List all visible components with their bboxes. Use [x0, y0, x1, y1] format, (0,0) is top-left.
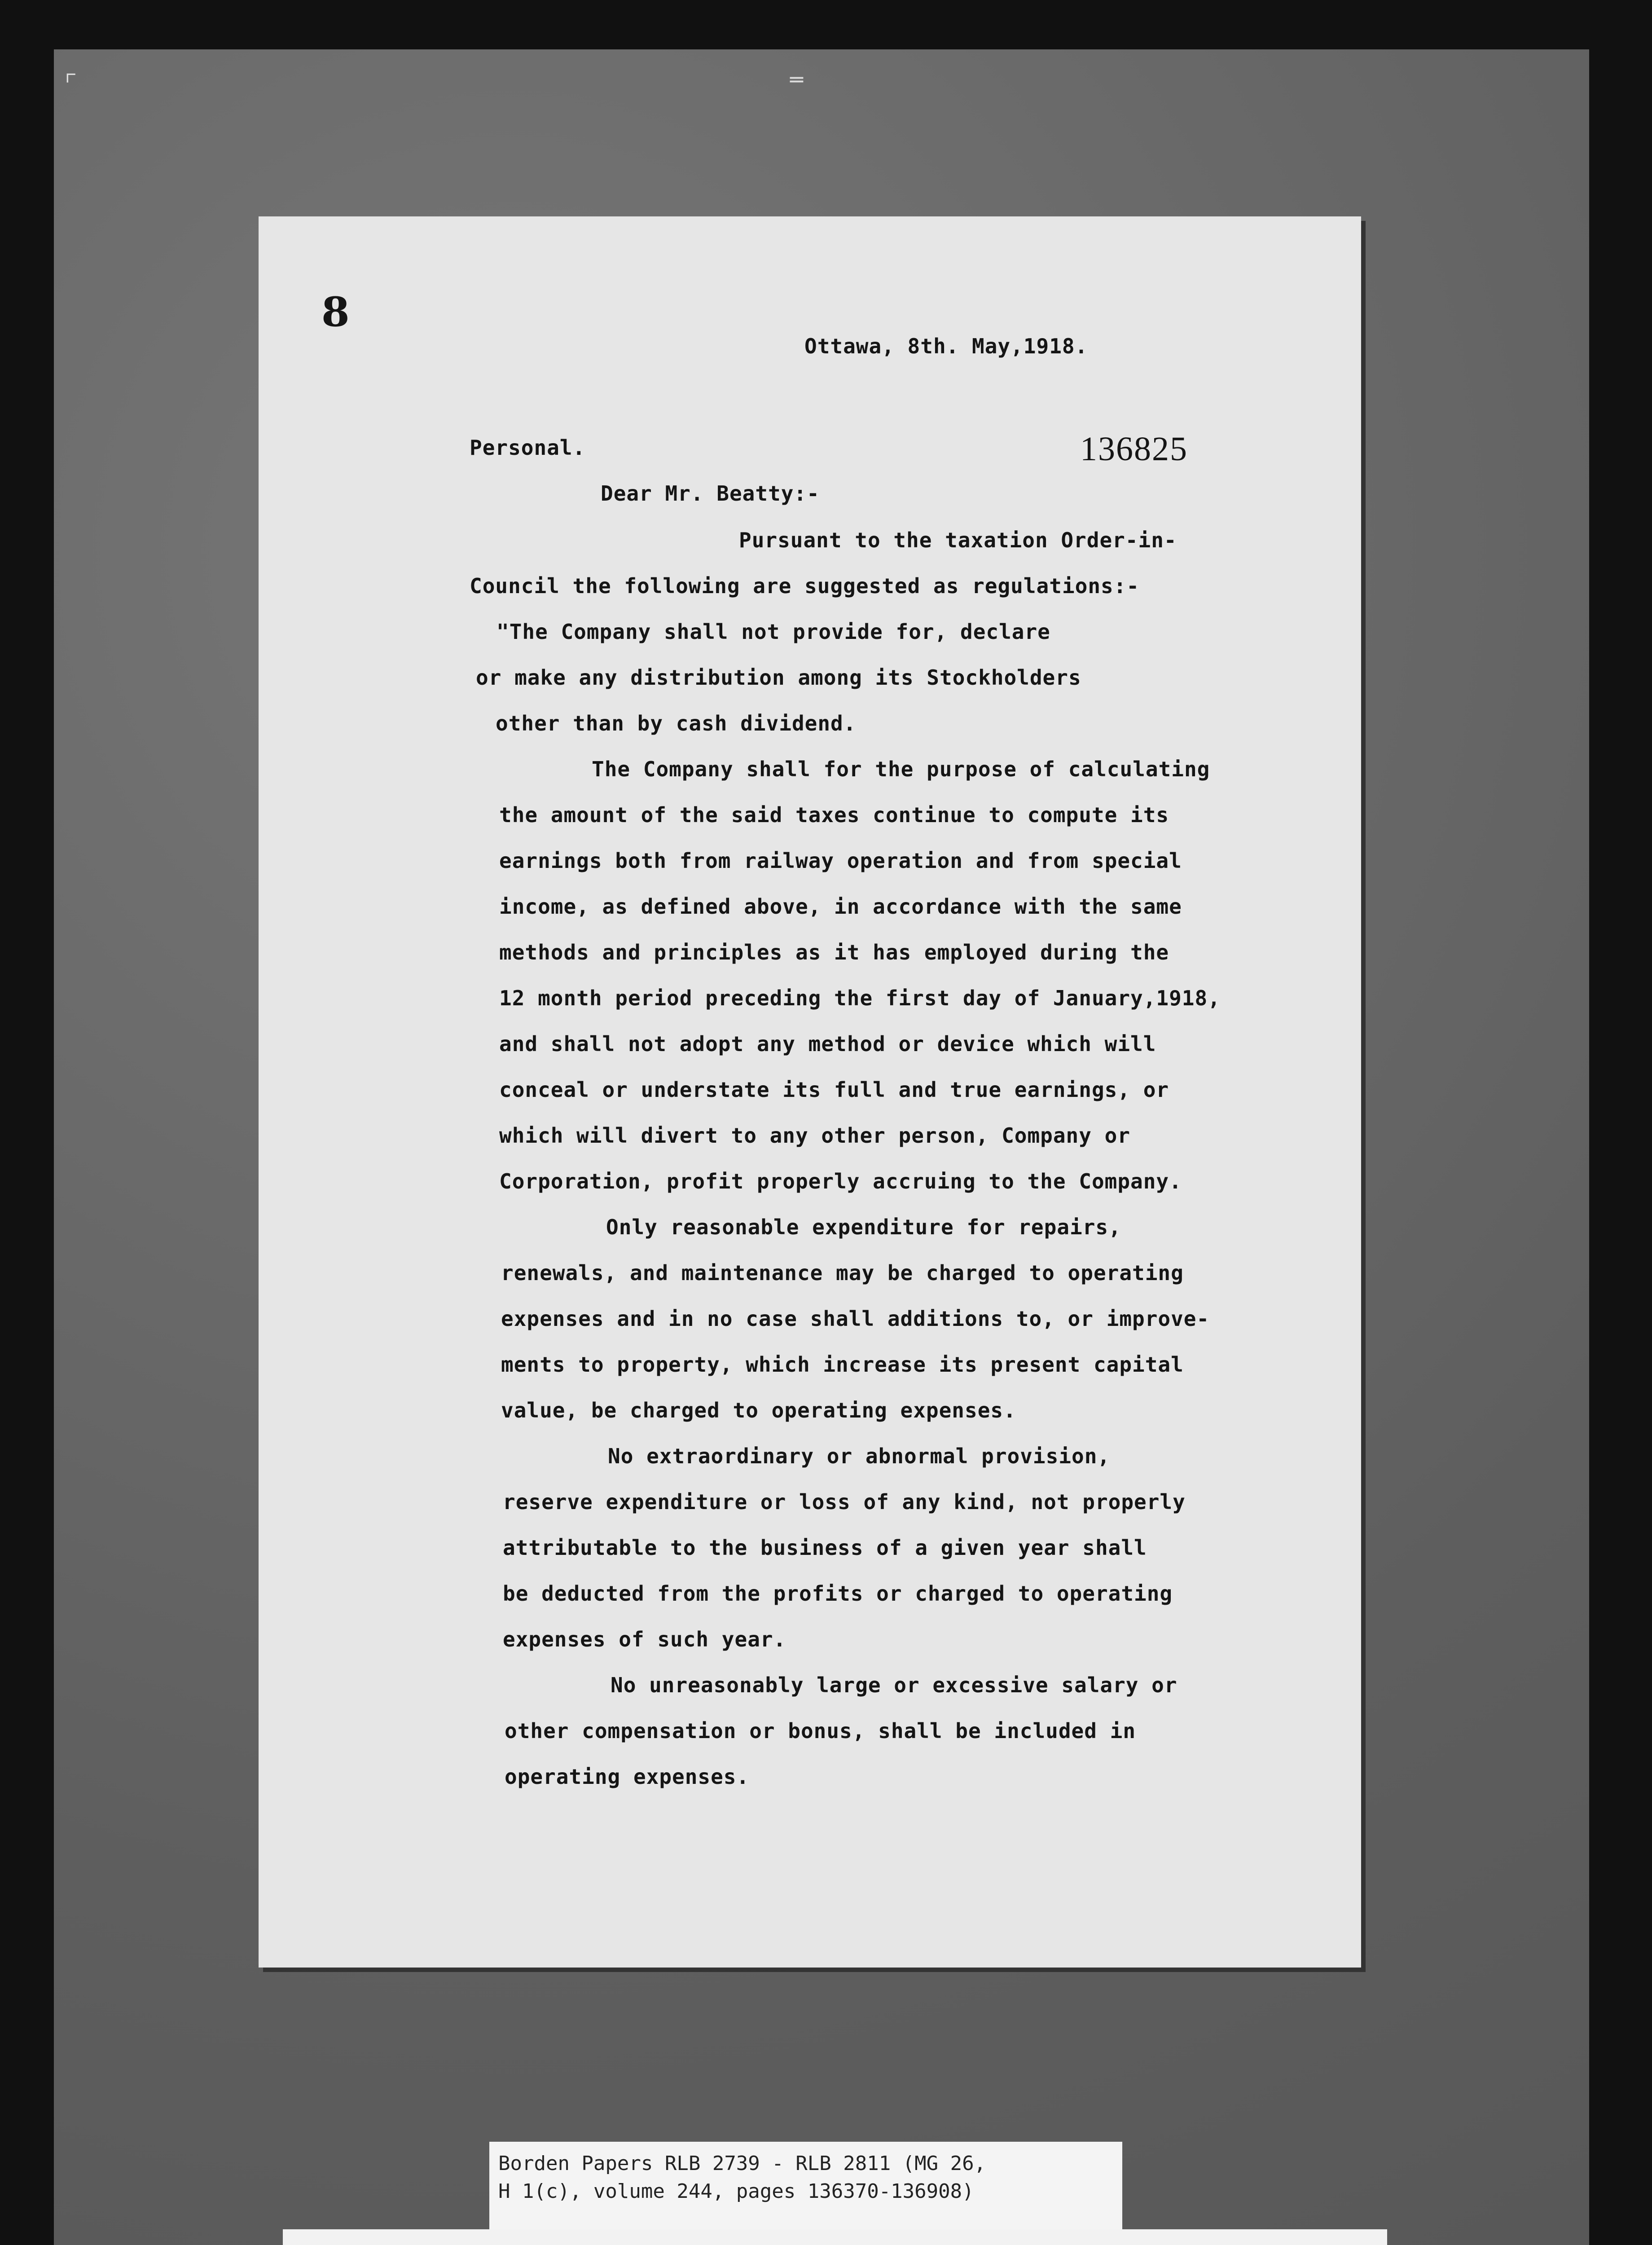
public-archives-card	[283, 2229, 1387, 2245]
body-line: expenses and in no case shall additions to, or improve-	[501, 1307, 1210, 1331]
body-line: other compensation or bonus, shall be included in	[505, 1719, 1136, 1743]
body-line: The Company shall for the purpose of calculating	[592, 757, 1210, 781]
top-registration-mark: ═	[790, 67, 803, 92]
body-line: Only reasonable expenditure for repairs,	[606, 1215, 1121, 1239]
body-line: expenses of such year.	[503, 1627, 786, 1651]
handwritten-mark: 8	[321, 288, 350, 336]
body-line: the amount of the said taxes continue to compute its	[499, 803, 1169, 827]
body-line: which will divert to any other person, Company or	[499, 1123, 1131, 1148]
body-line: Corporation, profit properly accruing to the Company.	[499, 1169, 1182, 1193]
body-line: other than by cash dividend.	[496, 711, 857, 735]
dateline: Ottawa, 8th. May,1918.	[804, 334, 1088, 358]
body-line: or make any distribution among its Stockholders	[476, 665, 1081, 690]
body-line: income, as defined above, in accordance with the same	[499, 894, 1182, 919]
body-line: value, be charged to operating expenses.	[501, 1398, 1016, 1422]
corner-crop-mark: ⌜	[63, 67, 79, 99]
body-line: "The Company shall not provide for, declare	[496, 620, 1050, 644]
body-line: be deducted from the profits or charged to operating	[503, 1581, 1173, 1606]
typed-letter-page	[259, 216, 1361, 1968]
citation-line: H 1(c), volume 244, pages 136370-136908)	[498, 2180, 974, 2203]
archive-citation-label	[489, 2142, 1122, 2232]
body-line: earnings both from railway operation and from special	[499, 849, 1182, 873]
body-line: No extraordinary or abnormal provision,	[608, 1444, 1111, 1468]
body-line: conceal or understate its full and true earnings, or	[499, 1078, 1169, 1102]
salutation: Dear Mr. Beatty:-	[601, 481, 820, 506]
body-line: operating expenses.	[505, 1765, 750, 1789]
document-number: 136825	[1080, 430, 1188, 468]
body-line: reserve expenditure or loss of any kind, not properly	[503, 1490, 1186, 1514]
body-line: 12 month period preceding the first day of January,1918,	[499, 986, 1221, 1010]
body-line: ments to property, which increase its present capital	[501, 1352, 1184, 1377]
citation-line: Borden Papers RLB 2739 - RLB 2811 (MG 26,	[498, 2152, 986, 2175]
body-line: No unreasonably large or excessive salary or	[611, 1673, 1177, 1697]
body-line: methods and principles as it has employed during the	[499, 940, 1169, 964]
body-line: Council the following are suggested as regulations:-	[470, 574, 1140, 598]
personal-label: Personal.	[470, 436, 586, 460]
body-line: and shall not adopt any method or device which will	[499, 1032, 1156, 1056]
body-line: Pursuant to the taxation Order-in-	[739, 528, 1177, 552]
body-line: renewals, and maintenance may be charged to operating	[501, 1261, 1184, 1285]
body-line: attributable to the business of a given year shall	[503, 1536, 1147, 1560]
